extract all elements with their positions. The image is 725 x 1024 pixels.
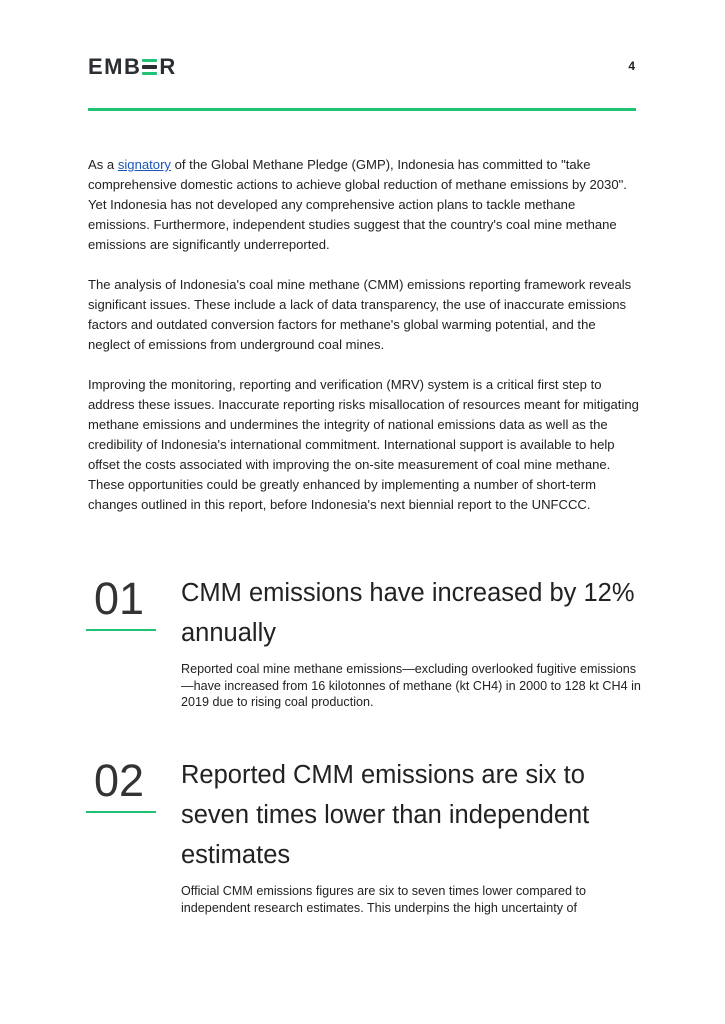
intro-p1-rest: of the Global Methane Pledge (GMP), Indonesia has committed to "take comprehensive domestic actions to achieve global reduction of methane emissions by 2030". Yet Indonesia has not developed any comprehensive action plans to tackle methane emissions. Furthermore, independent studies suggest that the country's coal mine methane emissions are significantly underreported. (88, 157, 627, 252)
logo-bar-middle (142, 65, 157, 68)
finding-number: 02 (94, 755, 145, 806)
finding-number-underline (86, 811, 156, 813)
page-header (88, 56, 636, 80)
finding-body: Official CMM emissions figures are six to seven times lower compared to independent research estimates. This underpins the high uncertainty of (181, 884, 587, 915)
finding-title: Reported CMM emissions are six to seven times lower than independent estimates (181, 761, 590, 869)
finding-title: CMM emissions have increased by 12% annually (181, 579, 635, 647)
intro-p1-lead: As a (88, 157, 118, 172)
logo-text-right: R (159, 54, 177, 79)
intro-text (88, 155, 640, 535)
intro-paragraph-3: Improving the monitoring, reporting and verification (MRV) system is a critical first step to address these issues. Inaccurate reporting risks misallocation of resources meant for mitigating methane emissions and undermines the integrity of national emissions data as well as the credibility of Indonesia's international commitment. International support is available to help offset the costs associated with improving the on-site measurement of coal mine methane. These opportunities could be greatly enhanced by implementing a number of short-term changes outlined in this report, before Indonesia's next biennial report to the UNFCCC. (88, 377, 639, 512)
finding-body: Reported coal mine methane emissions—excluding overlooked fugitive emissions—have increased from 16 kilotonnes of methane (kt CH4) in 2000 to 128 kt CH4 in 2019 due to rising coal production. (181, 662, 641, 709)
finding-number-underline (86, 629, 156, 631)
logo-e-mark-icon (142, 59, 157, 76)
intro-paragraph-1 (88, 155, 640, 255)
page-number: 4 (628, 59, 635, 73)
header-divider (88, 108, 636, 111)
signatory-link[interactable]: signatory (117, 157, 171, 172)
logo-bar-bottom (142, 72, 157, 75)
logo-text-left: EMB (88, 54, 142, 79)
intro-paragraph-2: The analysis of Indonesia's coal mine methane (CMM) emissions reporting framework reveals significant issues. These include a lack of data transparency, the use of inaccurate emissions factors and outdated conversion factors for methane's global warming potential, and the neglect of emissions from underground coal mines. (88, 277, 632, 352)
ember-logo (88, 56, 177, 78)
finding-number: 01 (94, 573, 145, 624)
logo-bar-top (142, 59, 157, 62)
